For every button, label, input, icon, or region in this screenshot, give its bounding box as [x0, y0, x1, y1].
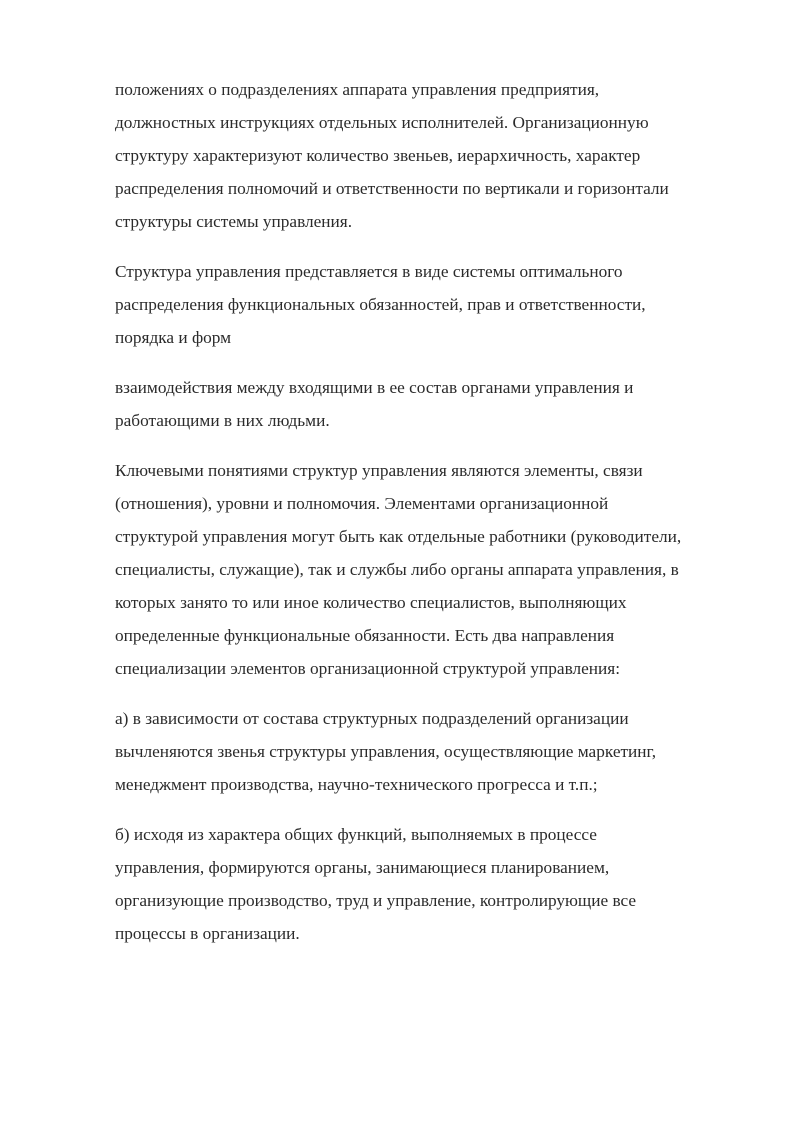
text-line: распределения функциональных обязанностей, прав и ответственности,	[115, 295, 646, 314]
text-line: взаимодействия между входящими в ее состав органами управления и	[115, 378, 634, 397]
text-line: распределения полномочий и ответственности по вертикали и горизонтали	[115, 179, 669, 198]
text-line: а) в зависимости от состава структурных подразделений организации	[115, 709, 629, 728]
text-line: б) исходя из характера общих функций, выполняемых в процессе	[115, 825, 597, 844]
text-line: (отношения), уровни и полномочия. Элементами организационной	[115, 494, 609, 513]
text-line: структурой управления могут быть как отдельные работники (руководители,	[115, 527, 682, 546]
text-line: которых занято то или иное количество специалистов, выполняющих	[115, 593, 627, 612]
text-line: структуры системы управления.	[115, 212, 353, 231]
text-line: вычленяются звенья структуры управления, осуществляющие маркетинг,	[115, 742, 657, 761]
paragraph-4	[115, 454, 755, 685]
text-line: работающими в них людьми.	[115, 411, 330, 430]
text-line: определенные функциональные обязанности. Есть два направления	[115, 626, 615, 645]
text-line: положениях о подразделениях аппарата управления предприятия,	[115, 80, 600, 99]
text-line: организующие производство, труд и управление, контролирующие все	[115, 891, 637, 910]
paragraph-3	[115, 371, 755, 437]
paragraph-6	[115, 818, 755, 950]
text-line: специализации элементов организационной структурой управления:	[115, 659, 621, 678]
paragraph-5	[115, 702, 755, 801]
paragraph-1	[115, 73, 755, 238]
paragraph-2	[115, 255, 755, 354]
text-line: структуру характеризуют количество звеньев, иерархичность, характер	[115, 146, 641, 165]
text-line: должностных инструкциях отдельных исполнителей. Организационную	[115, 113, 649, 132]
text-line: процессы в организации.	[115, 924, 300, 943]
text-line: управления, формируются органы, занимающиеся планированием,	[115, 858, 610, 877]
text-line: Ключевыми понятиями структур управления являются элементы, связи	[115, 461, 643, 480]
text-line: специалисты, служащие), так и службы либо органы аппарата управления, в	[115, 560, 679, 579]
text-line: порядка и форм	[115, 328, 232, 347]
text-line: менеджмент производства, научно-технического прогресса и т.п.;	[115, 775, 598, 794]
document-body	[115, 73, 755, 967]
text-line: Структура управления представляется в виде системы оптимального	[115, 262, 623, 281]
